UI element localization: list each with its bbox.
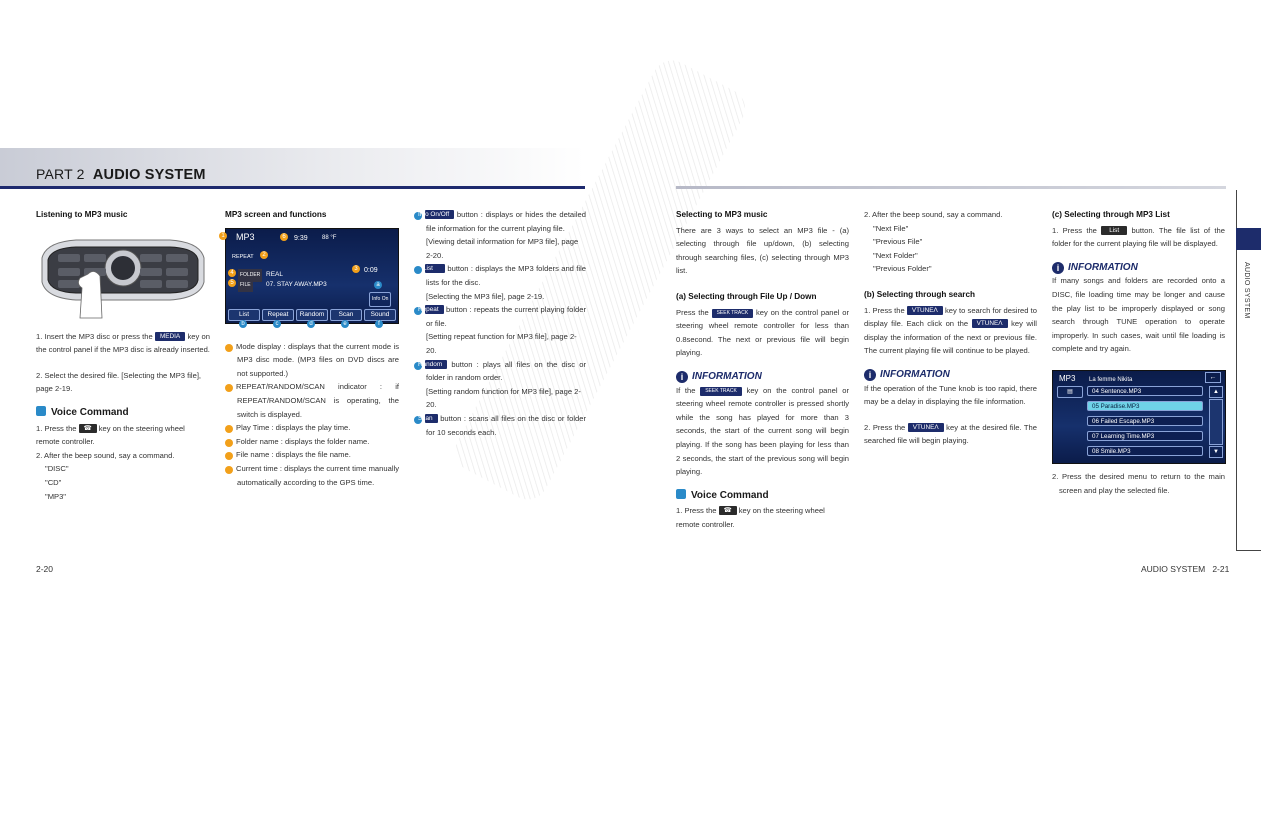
button-desc-list: b List button : displays the MP3 folders and file lists for the disc. [410,264,586,287]
item-2: 2 REPEAT/RANDOM/SCAN indicator : if REPEAT/RANDOM/SCAN is operating, the switch is displayed. [221,382,399,419]
list-item-selected[interactable]: 05 Paradise.MP3 [1087,401,1203,411]
sound-button[interactable]: Sound [364,309,396,321]
item-1: 1 Mode display : displays that the current mode is MP3 disc mode. (MP3 files on DVD discs are not supported.) [221,341,399,378]
callout-e: e [341,320,349,328]
list-mode: MP3 [1059,373,1076,383]
callout-4: 4 [228,269,236,277]
screen-folder: REAL [266,270,283,278]
scroll-up-icon[interactable]: ▲ [1209,386,1223,398]
left-col-1 [36,208,210,503]
page-title [36,166,206,183]
page-number-right: AUDIO SYSTEM 2-21 [1141,564,1230,574]
control-panel-illustration [36,228,210,320]
callout-a: a [374,281,382,289]
item-6: 6 Current time : displays the current time manually automatically according to the GPS time. [221,463,399,487]
file-tag: FILE [238,279,253,293]
ref-repeat: [Setting repeat function for MP3 file], page 2-20. [426,332,577,355]
screen-file: 07. STAY AWAY.MP3 [266,280,327,288]
sub-b-step-1: 1. Press the VTUNEΛ key to search for desired to display file. Each click on the VTUNEΛ key will display the information of the next or previous file. The current playing file will continue to be played. [864,305,1037,356]
section-heading: Selecting to MP3 music [676,210,768,219]
header-rule [0,186,585,189]
header-rule-right [676,186,1226,189]
voice-command-heading: Voice Command [676,489,849,503]
button-desc-scan: e Scan button : scans all files on the disc or folder for 10 seconds each. [410,413,586,437]
command-disc: "DISC" [45,464,69,474]
item-5: 5 File name : displays the file name. [221,450,351,460]
voice-step-2: 2. After the beep sound, say a command. [864,210,1003,219]
mp3-list-screen [1052,370,1226,464]
folder-tag: FOLDER [238,269,262,283]
list-item[interactable]: 08 Smile.MP3 [1087,446,1203,456]
back-arrow-icon[interactable]: ← [1205,372,1221,383]
list-item[interactable]: 07 Learning Time.MP3 [1087,431,1203,441]
sub-heading-b: (b) Selecting through search [864,289,975,299]
sub-heading-c: (c) Selecting through MP3 List [1052,210,1170,219]
info-icon: i [1052,262,1064,274]
voice-command-heading: Voice Command [36,406,210,420]
sub-heading-a: (a) Selecting through File Up / Down [676,291,817,301]
right-col-3 [1052,208,1225,497]
side-tab-marker [1236,228,1261,250]
screen-temp: 88 °F [322,234,337,241]
random-button[interactable]: Random [296,309,328,321]
command-cd: "CD" [45,477,62,487]
ref-list: [Selecting the MP3 file], page 2-19. [426,291,545,301]
sub-a-text: Press the SEEK TRACK key on the control panel or steering wheel remote controller for less than 0.8second. The next or previous file will begin playing. [676,307,849,358]
ref-random: [Setting random function for MP3 file], page 2-20. [426,386,581,410]
part-title: AUDIO SYSTEM [92,167,206,183]
callout-c: c [273,320,281,328]
info-icon: i [676,371,688,383]
screen-play-time: 0:09 [364,266,378,274]
info-on-button[interactable]: Info On [369,292,391,308]
right-col-1 [676,208,849,531]
callout-6: 6 [280,233,288,241]
voice-step-1: 1. Press the ☎ key on the steering wheel remote controller. [36,423,185,447]
section-heading: MP3 screen and functions [225,210,327,219]
button-desc-info: a Info On/Off button : displays or hides the detailed file information for the current playing file. [410,210,586,233]
page-number-left: 2-20 [36,564,54,574]
list-folder: La femme Nikita [1089,376,1133,383]
information-heading: i INFORMATION [1052,261,1225,275]
voice-icon [676,489,686,499]
part-label: PART 2 [36,166,85,182]
callout-3: 3 [352,265,360,273]
info-text: If many songs and folders are recorded onto a DISC, file loading time may be longer and cause the play list to be improperly displayed or song search through TUNE operation to operate improperly. In such cases, wait until file loading is complete and try again. [1052,276,1225,354]
left-col-2 [221,208,399,489]
callout-5: 5 [228,279,236,287]
screen-mode: MP3 [236,231,255,242]
callout-f: f [375,320,383,328]
screen-repeat: REPEAT [232,253,254,260]
sub-c-step-1: 1. Press the List button. The file list of the folder for the current playing file will be displayed. [1052,225,1225,249]
sub-c-step-2: 2. Press the desired menu to return to the main screen and play the selected file. [1052,471,1225,495]
button-desc-repeat: c Repeat button : repeats the current playing folder or file. [410,305,586,328]
command-previous-file: "Previous File" [873,237,923,247]
command-next-file: "Next File" [873,223,909,233]
ref-info: [Viewing detail information for MP3 file], page 2-20. [426,237,579,260]
command-mp3: "MP3" [45,491,67,501]
left-col-3 [410,208,586,439]
callout-1: 1 [219,232,227,240]
info-icon: i [864,369,876,381]
voice-step-2: 2. After the beep sound, say a command. [36,450,175,460]
information-heading: i INFORMATION [864,368,1037,382]
scan-button[interactable]: Scan [330,309,362,321]
voice-step-1: 1. Press the ☎ key on the steering wheel remote controller. [676,506,825,529]
list-item[interactable]: 04 Sentence.MP3 [1087,386,1203,396]
item-3: 3 Play Time : displays the play time. [221,423,351,433]
section-heading: Listening to MP3 music [36,210,128,219]
talk-key-icon: ☎ [719,506,737,515]
command-next-folder: "Next Folder" [873,250,918,260]
information-heading: i INFORMATION [676,370,849,384]
media-key: MEDIA [155,332,185,341]
step-2: 2. Select the desired file. [Selecting the MP3 file], page 2-19. [36,370,202,394]
folder-icon[interactable]: ▤ [1057,386,1083,398]
command-previous-folder: "Previous Folder" [873,264,932,274]
callout-2: 2 [260,251,268,259]
talk-key-icon: ☎ [79,424,97,433]
button-desc-random: d Random button : plays all files on the disc or folder in random order. [410,359,586,383]
intro-text: There are 3 ways to select an MP3 file - (a) selecting through file up/down, (b) selecting through searching files, (c) selecting through MP3 list. [676,225,849,276]
screen-time: 9:39 [294,234,308,242]
callout-b: b [239,320,247,328]
info-text: If the operation of the Tune knob is too rapid, there may be a delay in displaying the file information. [864,383,1037,407]
info-text: If the SEEK TRACK key on the control panel or steering wheel remote controller is pressed shortly while the song has played for more than 3 seconds, the start of the current song will begin playing. If the song has been playing for less than 2 seconds, the start of the previous song will begin playing. [676,385,849,477]
repeat-button[interactable]: Repeat [262,309,294,321]
scroll-down-icon[interactable]: ▼ [1209,446,1223,458]
side-tab-label: AUDIO SYSTEM [1243,262,1250,319]
callout-d: d [307,320,315,328]
mp3-screen-illustration [221,228,399,327]
list-button[interactable]: List [228,309,260,321]
item-4: 4 Folder name : displays the folder name. [221,436,370,446]
sub-b-step-2: 2. Press the VTUNEΛ key at the desired file. The searched file will begin playing. [864,422,1037,446]
voice-icon [36,406,46,416]
scrollbar[interactable] [1209,399,1223,445]
right-col-2 [864,208,1037,448]
list-item[interactable]: 06 Failed Escape.MP3 [1087,416,1203,426]
step-1: 1. Insert the MP3 disc or press the MEDIA key on the control panel if the MP3 disc is already inserted. [36,331,210,355]
